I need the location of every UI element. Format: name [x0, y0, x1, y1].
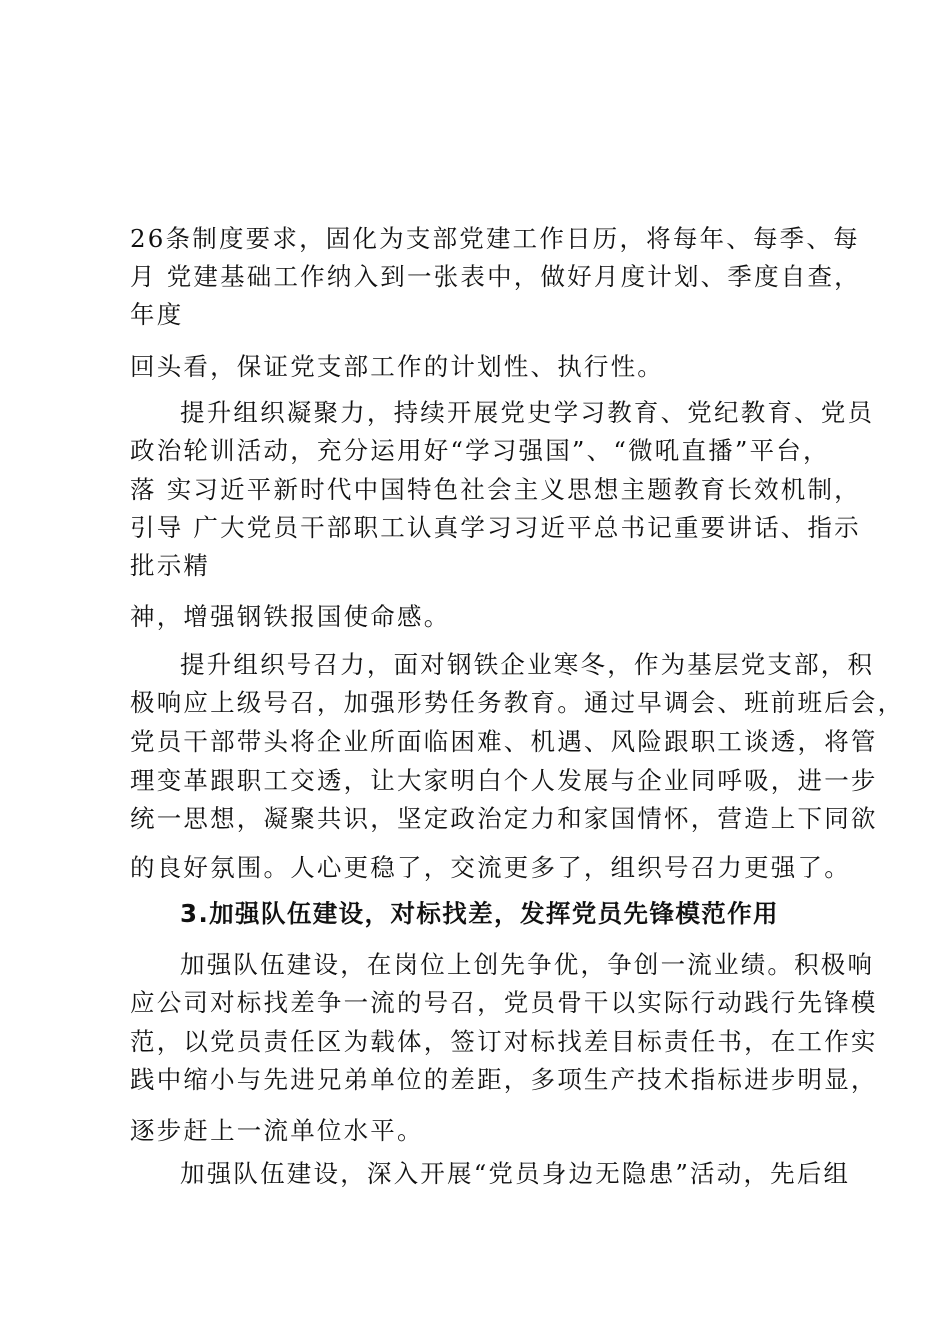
- text-line: 引导 广大党员干部职工认真学习习近平总书记重要讲话、指示: [130, 513, 861, 542]
- text-line: 批示精: [130, 551, 211, 580]
- text-line: 的良好氛围。人心更稳了，交流更多了，组织号召力更强了。: [130, 853, 851, 882]
- text-line: 应公司对标找差争一流的号召，党员骨干以实际行动践行先锋模: [130, 988, 878, 1017]
- text-line: 范，以党员责任区为载体，签订对标找差目标责任书，在工作实: [130, 1027, 878, 1056]
- text-line: 回头看，保证党支部工作的计划性、执行性。: [130, 352, 664, 381]
- section-heading: 3.加强队伍建设，对标找差，发挥党员先锋模范作用: [180, 899, 779, 928]
- paragraph-start-line: 加强队伍建设，在岗位上创先争优，争创一流业绩。积极响: [180, 950, 875, 979]
- paragraph-start-line: 加强队伍建设，深入开展“党员身边无隐患”活动，先后组: [180, 1159, 851, 1188]
- text-line: 极响应上级号召，加强形势任务教育。通过早调会、班前班后会，: [130, 688, 905, 717]
- text-line: 理变革跟职工交透，让大家明白个人发展与企业同呼吸，进一步: [130, 766, 878, 795]
- text-line: 逐步赶上一流单位水平。: [130, 1116, 424, 1145]
- text-line: 统一思想，凝聚共识，坚定政治定力和家国情怀，营造上下同欲: [130, 804, 878, 833]
- text-line: 践中缩小与先进兄弟单位的差距，多项生产技术指标进步明显，: [130, 1065, 878, 1094]
- text-line: 落 实习近平新时代中国特色社会主义思想主题教育长效机制，: [130, 475, 861, 504]
- paragraph-start-line: 提升组织凝聚力，持续开展党史学习教育、党纪教育、党员: [180, 398, 875, 427]
- text-line: 年度: [130, 300, 184, 329]
- text-line: 26条制度要求，固化为支部党建工作日历，将每年、每季、每: [130, 224, 860, 253]
- text-line: 党员干部带头将企业所面临困难、机遇、风险跟职工谈透，将管: [130, 727, 878, 756]
- text-line: 月 党建基础工作纳入到一张表中，做好月度计划、季度自查，: [130, 262, 861, 291]
- text-line: 神，增强钢铁报国使命感。: [130, 602, 451, 631]
- text-line: 政治轮训活动，充分运用好“学习强国”、“微吼直播”平台，: [130, 436, 830, 465]
- paragraph-start-line: 提升组织号召力，面对钢铁企业寒冬，作为基层党支部，积: [180, 650, 875, 679]
